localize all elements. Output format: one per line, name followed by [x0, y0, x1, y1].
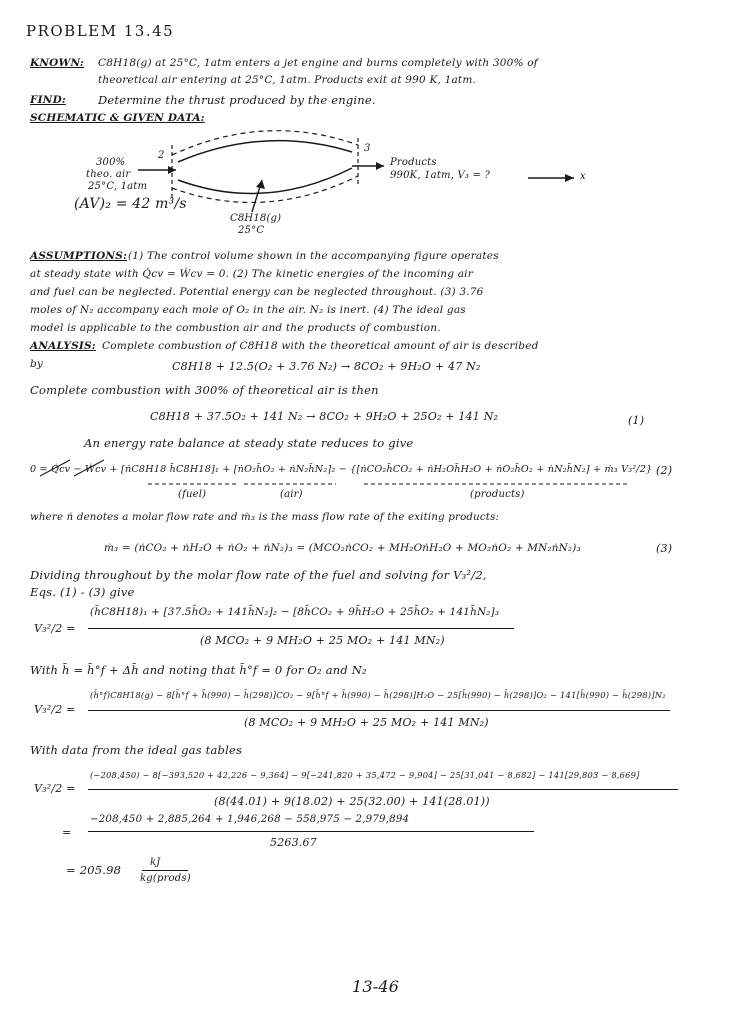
assumption-line-5: model is applicable to the combustion air and the products of combustion. — [30, 322, 441, 334]
fraction-3-denominator: (8(44.01) + 9(18.02) + 25(32.00) + 141(28.01)) — [214, 795, 490, 808]
energy-balance-line: An energy rate balance at steady state reduces to give — [84, 436, 414, 450]
air-label-1: 300% — [96, 157, 126, 168]
equation-theoretical: C8H18 + 12.5(O₂ + 3.76 N₂) → 8CO₂ + 9H₂O + 47 N₂ — [172, 360, 481, 373]
schematic-label: SCHEMATIC & GIVEN DATA: — [30, 112, 205, 124]
equation-1-number: (1) — [628, 414, 645, 427]
equation-1: C8H18 + 37.5O₂ + 141 N₂ → 8CO₂ + 9H₂O + 25O₂ + 141 N₂ — [150, 410, 499, 423]
assumption-line-4: moles of N₂ accompany each mole of O₂ in the air. N₂ is inert. (4) The ideal gas — [30, 304, 466, 316]
fuel-label-2: 25°C — [238, 225, 265, 236]
x-axis-label: x — [580, 171, 586, 182]
fraction-1-lhs: V₃²/2 = — [34, 622, 76, 635]
equation-3: ṁ₃ = (ṅCO₂ + ṅH₂O + ṅO₂ + ṅN₂)₃ = (MCO₂ṅCO₂ + MH₂OṅH₂O + MO₂ṅO₂ + MN₂ṅN₂)₃ — [104, 542, 581, 554]
analysis-intro: Complete combustion of C8H18 with the theoretical amount of air is described — [102, 340, 539, 352]
page-title: PROBLEM 13.45 — [26, 22, 175, 40]
air-underbrace-label: (air) — [280, 489, 303, 500]
fraction-4-denominator: 5263.67 — [270, 836, 317, 849]
with-line: With h̄ = h̄°f + Δh̄ and noting that h̄°f = 0 for O₂ and N₂ — [30, 663, 367, 677]
known-label: KNOWN: — [30, 57, 84, 69]
result-unit-numerator: kJ — [150, 857, 161, 868]
fraction-1-numerator: (h̄C8H18)₁ + [37.5h̄O₂ + 141h̄N₂]₂ − [8h̄CO₂ + 9h̄H₂O + 25h̄O₂ + 141h̄N₂]₃ — [90, 606, 500, 618]
known-line-2: theoretical air entering at 25°C, 1atm. Products exit at 990 K, 1atm. — [98, 74, 477, 86]
state-2-label: 2 — [158, 150, 165, 161]
fraction-1-bar — [88, 628, 514, 629]
fraction-4-numerator: −208,450 + 2,885,264 + 1,946,268 − 558,975 − 2,979,894 — [90, 814, 410, 825]
products-label-2: 990K, 1atm, V₃ = ? — [390, 170, 491, 181]
page-number: 13-46 — [352, 977, 400, 996]
fraction-1-denominator: (8 MCO₂ + 9 MH₂O + 25 MO₂ + 141 MN₂) — [200, 634, 445, 647]
line-300-percent: Complete combustion with 300% of theoretical air is then — [30, 383, 379, 397]
result-unit-bar — [142, 870, 188, 871]
air-flow-label: (AV)₂ = 42 m³/s — [74, 196, 187, 212]
analysis-label: ANALYSIS: — [30, 340, 96, 352]
dividing-line-2: Eqs. (1) - (3) give — [30, 585, 135, 599]
fraction-3-lhs: V₃²/2 = — [34, 782, 76, 795]
fuel-label-1: C8H18(g) — [230, 213, 282, 224]
where-line: where ṅ denotes a molar flow rate and ṁ₃ is the mass flow rate of the exiting products: — [30, 512, 500, 523]
fuel-underbrace-label: (fuel) — [178, 489, 207, 500]
air-label-3: 25°C, 1atm — [88, 181, 148, 192]
products-underbrace-label: (products) — [470, 489, 525, 500]
data-line: With data from the ideal gas tables — [30, 743, 243, 757]
fraction-3-bar — [88, 789, 678, 790]
find-label: FIND: — [30, 94, 66, 106]
fraction-4-equals: = — [62, 826, 72, 839]
dividing-line-1: Dividing throughout by the molar flow rate of the fuel and solving for V₃²/2, — [30, 568, 487, 582]
fraction-2-bar — [88, 710, 670, 711]
equation-2-number: (2) — [656, 464, 673, 477]
equation-3-number: (3) — [656, 542, 673, 555]
products-label-1: Products — [390, 157, 437, 168]
assumption-line-2: at steady state with Q̇cv = Ẇcv = 0. (2) The kinetic energies of the incoming air — [30, 268, 473, 280]
find-text: Determine the thrust produced by the engine. — [98, 93, 376, 107]
fraction-2-lhs: V₃²/2 = — [34, 703, 76, 716]
assumptions-label: ASSUMPTIONS: — [30, 250, 128, 262]
result-unit-denominator: kg(prods) — [140, 873, 191, 884]
fraction-4-bar — [88, 831, 534, 832]
fraction-2-denominator: (8 MCO₂ + 9 MH₂O + 25 MO₂ + 141 MN₂) — [244, 716, 489, 729]
fraction-2-numerator: (h̄°f)C8H18(g) − 8[h̄°f + h̄(990) − h̄(298)]CO₂ − 9[h̄°f + h̄(990) − h̄(298)]H₂O − 25[h̄(990) − h̄(298)]O₂ − 141[h̄(990) − h̄(298)]N₂ — [90, 690, 666, 700]
known-line-1: C8H18(g) at 25°C, 1atm enters a jet engine and burns completely with 300% of — [98, 57, 538, 69]
assumption-line-1: (1) The control volume shown in the accompanying figure operates — [128, 250, 499, 262]
result-value: = 205.98 — [66, 863, 122, 877]
assumption-line-3: and fuel can be neglected. Potential energy can be neglected throughout. (3) 3.76 — [30, 286, 484, 298]
fraction-3-numerator: (−208,450) − 8[−393,520 + 42,226 − 9,364] − 9[−241,820 + 35,472 − 9,904] − 25[31,041 − 8,682] − 141[29,803 − 8,669] — [90, 770, 640, 780]
equation-2: 0 = Q̇cv − Ẇcv + [ṅC8H18 h̄C8H18]₁ + [ṅO₂h̄O₂ + ṅN₂h̄N₂]₂ − {[ṅCO₂h̄CO₂ + ṅH₂Oh̄H₂O + ṅO₂h̄O₂ + ṅN₂h̄N₂] + ṁ₃ V₃²/2} — [30, 464, 653, 475]
state-3-label: 3 — [364, 143, 371, 154]
air-label-2: theo. air — [86, 169, 131, 180]
analysis-by: by — [30, 358, 44, 370]
